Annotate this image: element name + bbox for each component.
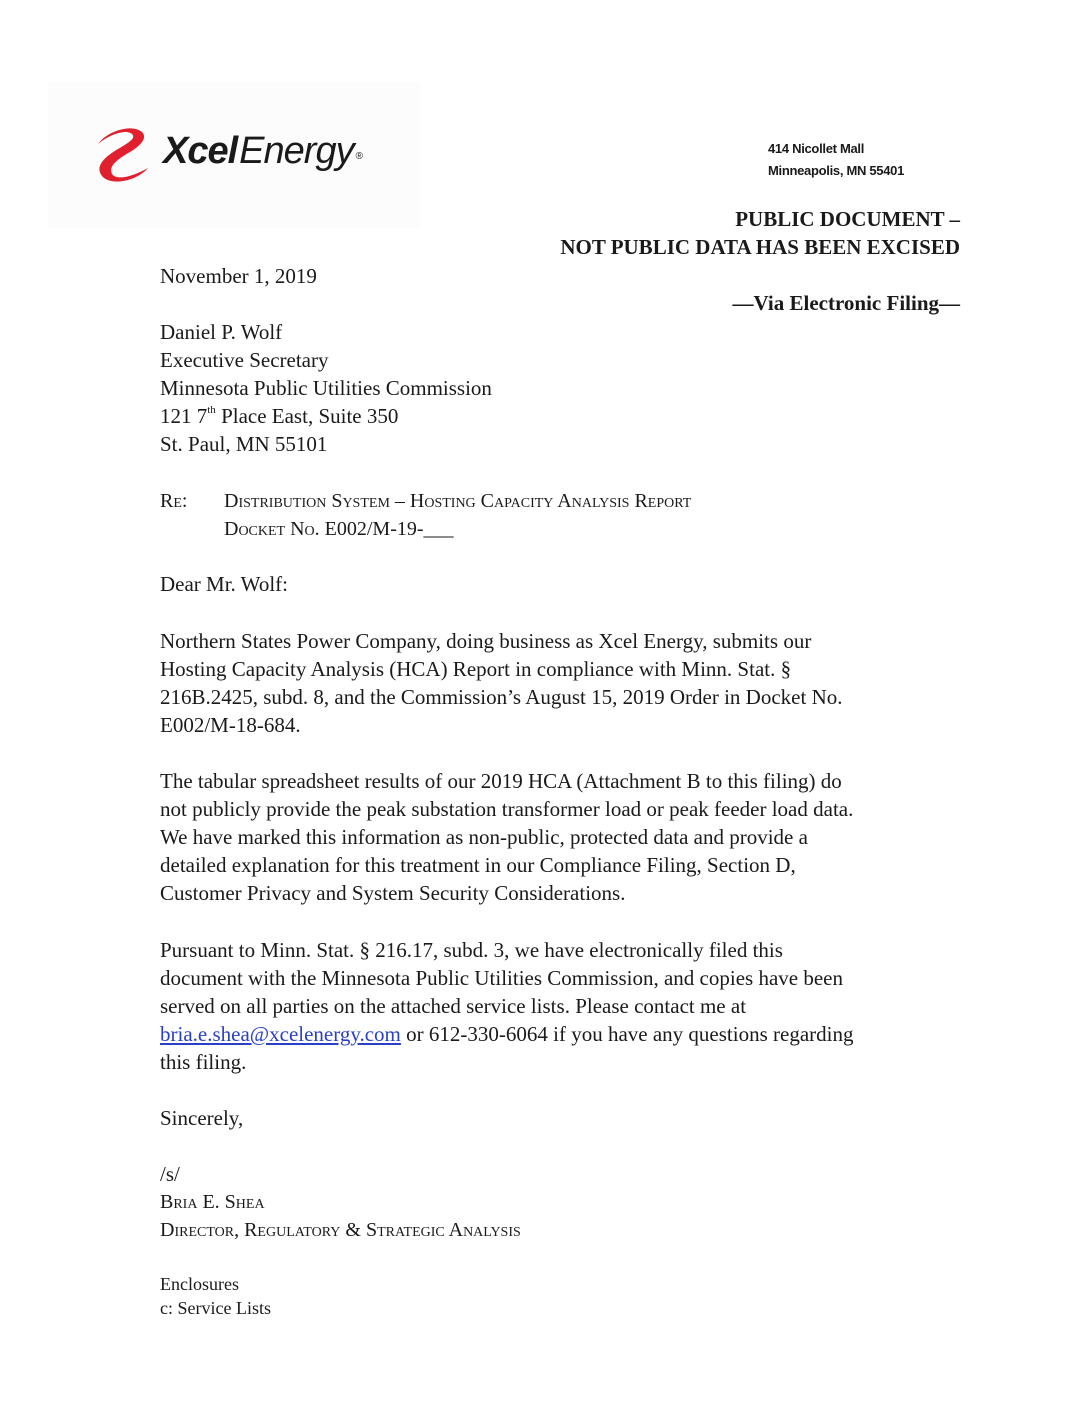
body-paragraph-3 [160,936,960,1076]
brand-name-bold: Xcel [163,130,238,172]
paragraph-line: 216B.2425, subd. 8, and the Commission’s August 15, 2019 Order in Docket No. [160,685,843,709]
paragraph-line: served on all parties on the attached service lists. Please contact me at [160,994,747,1018]
recipient-name: Daniel P. Wolf [160,320,283,344]
street-rest: Place East, Suite 350 [215,404,399,428]
body-paragraph-2 [160,767,960,907]
paragraph-line: E002/M-18-684. [160,713,301,737]
paragraph-line: Customer Privacy and System Security Considerations. [160,881,626,905]
address-line-2: Minneapolis, MN 55401 [768,163,905,178]
letter-date: November 1, 2019 [160,264,317,288]
paragraph-line: document with the Minnesota Public Utilities Commission, and copies have been [160,966,843,990]
heading-line-1: PUBLIC DOCUMENT – [735,207,960,231]
re-subject: Distribution System – Hosting Capacity Analysis Report [224,490,692,512]
document-classification-heading [560,205,960,261]
contact-phone-text: or 612-330-6064 if you have any questions regarding [400,1022,854,1046]
address-line-1: 414 Nicollet Mall [768,141,865,156]
enclosures-line: Enclosures [160,1274,239,1294]
enclosures-block [160,1272,271,1320]
xcel-swirl-icon [90,122,152,184]
salutation: Dear Mr. Wolf: [160,572,288,596]
re-label: Re: [160,490,188,512]
signature-mark: /s/ [160,1162,180,1186]
paragraph-line: not publicly provide the peak substation transformer load or peak feeder load data. [160,797,854,821]
paragraph-line: Northern States Power Company, doing business as Xcel Energy, submits our [160,629,812,653]
company-address [768,138,904,182]
paragraph-line: The tabular spreadsheet results of our 2019 HCA (Attachment B to this filing) do [160,769,842,793]
delivery-method: —Via Electronic Filing— [732,291,960,315]
recipient-title: Executive Secretary [160,348,329,372]
paragraph-line [160,1020,960,1048]
signature-block [160,1160,521,1244]
street-number: 121 7 [160,404,208,428]
recipient-organization: Minnesota Public Utilities Commission [160,376,492,400]
street-ordinal: th [207,404,216,416]
recipient-street [160,402,492,430]
re-docket: Docket No. E002/M-19-___ [224,518,454,540]
recipient-city: St. Paul, MN 55101 [160,432,328,456]
recipient-address-block [160,318,492,458]
paragraph-line: We have marked this information as non-public, protected data and provide a [160,825,808,849]
contact-email-link[interactable]: bria.e.shea@xcelenergy.com [160,1022,401,1046]
brand-logo [163,128,362,174]
brand-name-light: Energy [239,130,354,172]
closing: Sincerely, [160,1106,244,1130]
registered-mark: ® [355,151,362,162]
signer-title: Director, Regulatory & Strategic Analysis [160,1219,521,1241]
signer-name: Bria E. Shea [160,1191,265,1213]
heading-line-2: NOT PUBLIC DATA HAS BEEN EXCISED [560,235,960,259]
paragraph-line: this filing. [160,1050,247,1074]
body-paragraph-1 [160,627,960,739]
paragraph-line: Hosting Capacity Analysis (HCA) Report in compliance with Minn. Stat. § [160,657,792,681]
paragraph-line: Pursuant to Minn. Stat. § 216.17, subd. 3, we have electronically filed this [160,938,783,962]
paragraph-line: detailed explanation for this treatment in our Compliance Filing, Section D, [160,853,796,877]
cc-line: c: Service Lists [160,1298,271,1318]
